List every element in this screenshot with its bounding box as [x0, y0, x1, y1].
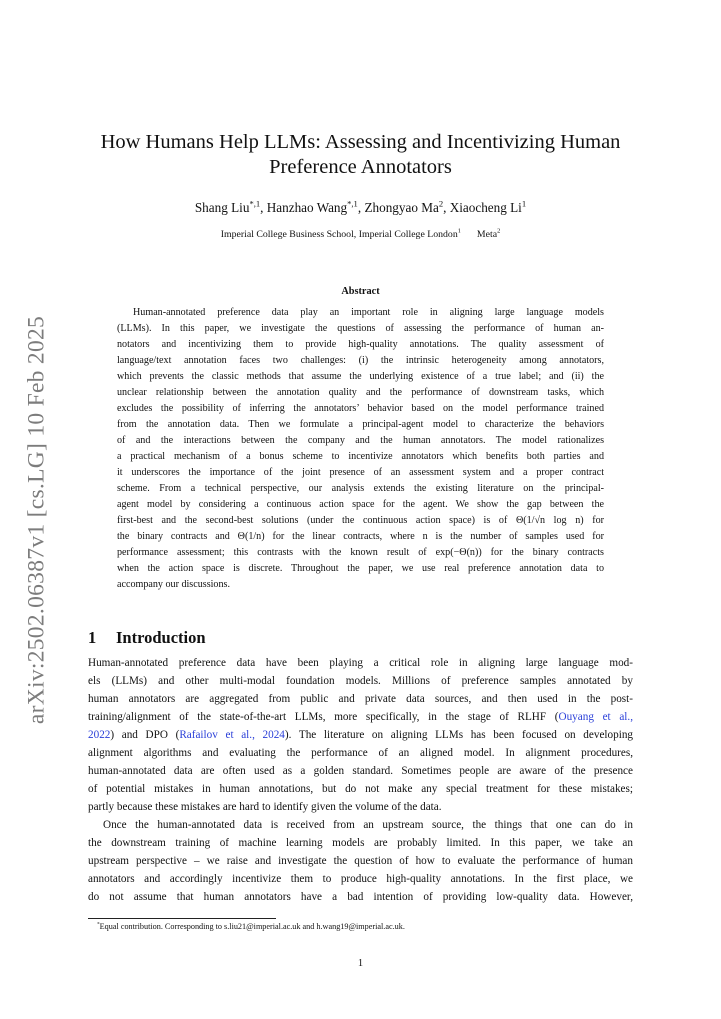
abstract-line: when the action space is discrete. Throughout the paper, we use real preference annotation data to — [117, 563, 604, 574]
abstract-line: which prevents the classic methods that assume the underlying existence of a true label; and (ii) the — [117, 371, 604, 382]
body-line: alignment algorithms and evaluating the performance of an aligned model. In alignment procedures, — [88, 747, 633, 759]
footnote-mark: * — [97, 921, 100, 928]
abstract-line: (LLMs). In this paper, we investigate the questions of assessing the performance of human an- — [117, 323, 604, 334]
affiliation-mark: 1 — [457, 227, 461, 235]
body-line — [88, 709, 633, 726]
page-number: 1 — [357, 958, 364, 969]
paper-title-line-2: Preference Annotators — [269, 156, 452, 178]
abstract-line: agent model by considering a continuous action space for the agent. We show the gap between the — [117, 499, 604, 510]
author-name: Xiaocheng Li — [449, 200, 522, 215]
section-number: 1 — [88, 628, 97, 647]
author-marks: 2 — [438, 198, 444, 209]
body-line: human annotators are aggregated from public and private data sources, and then used in the post- — [88, 693, 633, 705]
body-line: partly because these mistakes are hard to identify given the volume of the data. — [88, 801, 442, 813]
paper-title — [60, 130, 661, 180]
body-line: Once the human-annotated data is received from an upstream source, the things that one can do in — [103, 819, 633, 831]
footnote-text: Equal contribution. Corresponding to s.liu21@imperial.ac.uk and h.wang19@imperial.ac.uk. — [99, 922, 405, 931]
abstract-line: a practical mechanism of a bonus scheme to incentivize annotators which benefits both parties and — [117, 451, 604, 462]
body-line: upstream perspective – we raise and investigate the question of how to evaluate the performance of human — [88, 855, 633, 867]
body-line: annotators and accordingly incentivize them to produce high-quality annotations. In the first place, we — [88, 873, 633, 885]
body-line: do not assume that human annotators have a bad intention of providing low-quality data. However, — [88, 891, 633, 903]
abstract-line: excludes the possibility of inferring the annotators’ behavior based on the model performance trained — [117, 403, 604, 414]
section-title: Introduction — [116, 628, 206, 647]
author-name: Zhongyao Ma — [364, 200, 439, 215]
footnote-divider — [88, 918, 276, 919]
abstract-heading: Abstract — [341, 286, 380, 297]
author-marks: *,1 — [249, 198, 261, 209]
body-text: ). The literature on aligning LLMs has been focused on developing — [284, 729, 634, 741]
paper-title-line-1: How Humans Help LLMs: Assessing and Incentivizing Human — [100, 131, 621, 153]
abstract-line: unclear relationship between the annotation quality and the performance of downstream tasks, which — [117, 387, 604, 398]
arxiv-identifier-stamp: arXiv:2502.06387v1 [cs.LG] 10 Feb 2025 — [23, 315, 50, 725]
abstract-line: it underscores the importance of the joint presence of an assessment system and a proper contract — [117, 467, 604, 478]
affiliation-list — [60, 229, 661, 240]
body-line — [88, 727, 633, 744]
affiliation-name: Imperial College Business School, Imperial College London — [220, 229, 458, 240]
author-marks: 1 — [521, 198, 527, 209]
abstract-line: of and the interactions between the company and the human annotators. The model rationalizes — [117, 435, 604, 446]
body-line: els (LLMs) and other multi-modal foundation models. Millions of preference samples annotated by — [88, 675, 633, 687]
abstract-line: language/text annotation faces two challenges: (i) the intrinsic heterogeneity among annotators, — [117, 355, 604, 366]
body-text: training/alignment of the state-of-the-art LLMs, more specifically, in the stage of RLHF ( — [88, 711, 559, 723]
body-line: the downstream training of machine learning models are probably limited. In this paper, we take an — [88, 837, 633, 849]
body-line: of potential mistakes in human annotations, but do not make any special treatment for these mistakes; — [88, 783, 633, 795]
author-name: Hanzhao Wang — [266, 200, 348, 215]
citation-link[interactable]: Rafailov et al., 2024 — [179, 729, 285, 741]
author-name: Shang Liu — [194, 200, 250, 215]
section-heading — [88, 628, 206, 648]
abstract-line: scheme. From a technical perspective, our analysis extends the existing literature on the principal- — [117, 483, 604, 494]
abstract-line: performance assessment; this contrasts with the known result of exp(−Θ(n)) for the binary contracts — [117, 547, 604, 558]
affiliation-name: Meta — [476, 229, 498, 240]
citation-link[interactable]: Ouyang et al., — [558, 711, 633, 723]
abstract-line: accompany our discussions. — [117, 579, 230, 590]
abstract-line: the binary contracts and Θ(1/n) for the linear contracts, where n is the number of samples used for — [117, 531, 604, 542]
citation-link[interactable]: 2022 — [88, 729, 111, 741]
body-line: Human-annotated preference data have been playing a critical role in aligning large language mod- — [88, 657, 633, 669]
body-line: human-annotated data are often used as a golden standard. Sometimes people are aware of the presence — [88, 765, 633, 777]
author-list: Shang Liu$^{*,1}$, Hanzhao Wang$^{*,1}$, Zhongyao Ma$^2$, Xiaocheng Li$^1$ — [194, 198, 527, 215]
footnote — [88, 922, 642, 931]
abstract-line: Human-annotated preference data play an important role in aligning large language models — [133, 307, 604, 318]
abstract-line: from the annotation data. Then we formulate a principal-agent model to characterize the behaviors — [117, 419, 604, 430]
abstract-line: notators and incentivizing them to provide high-quality annotations. The quality assessment of — [117, 339, 604, 350]
body-text: ) and DPO ( — [110, 729, 180, 741]
author-marks: *,1 — [347, 198, 358, 209]
abstract-line: first-best and the second-best solutions (under the continuous action space) is of Θ(1/√n log n) for — [117, 515, 604, 526]
affiliation-mark: 2 — [497, 227, 501, 235]
